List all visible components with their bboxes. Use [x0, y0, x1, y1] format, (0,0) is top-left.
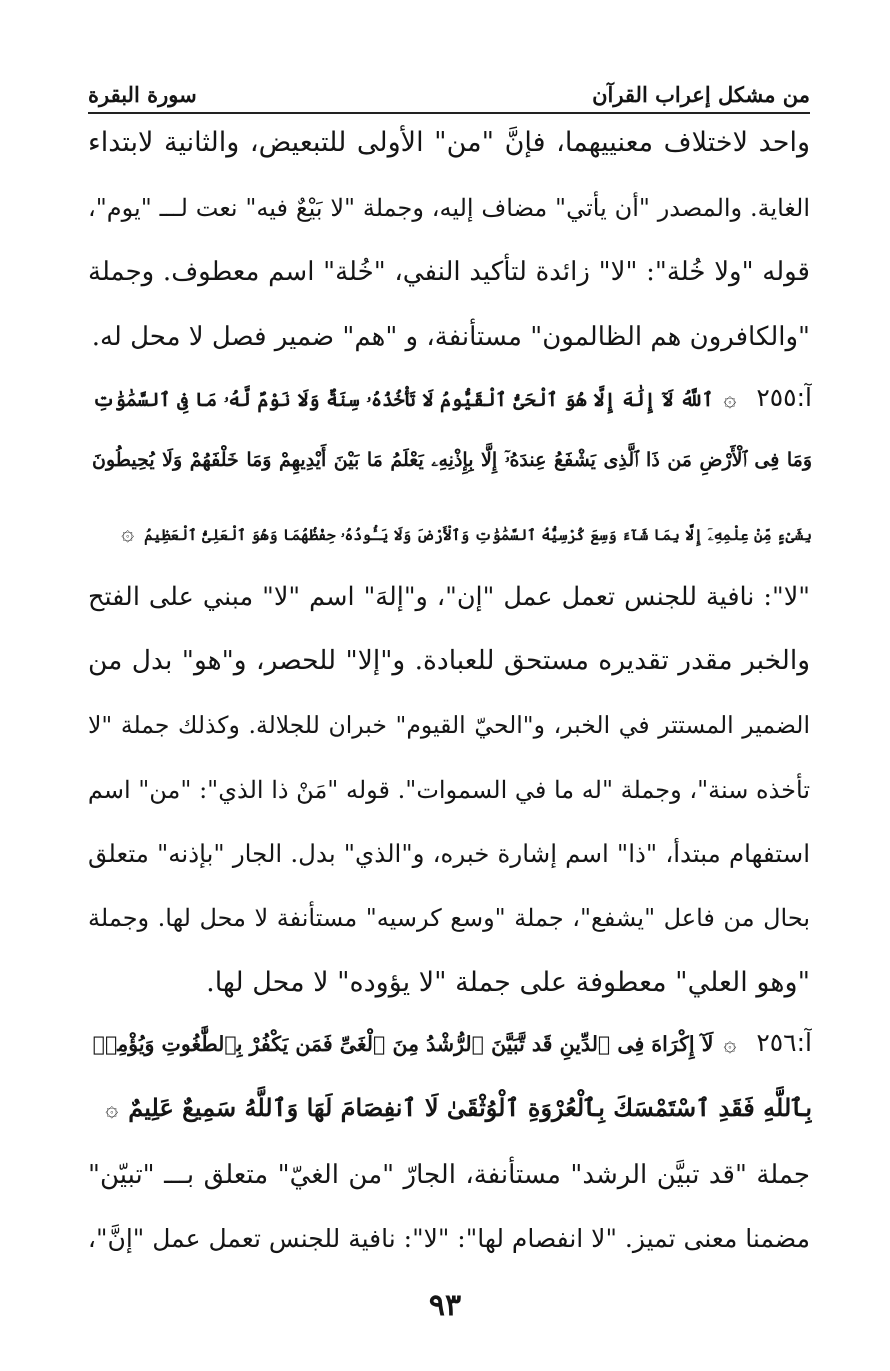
quran-text: وَمَا فِى ٱلْأَرْضِ مَن ذَا ٱلَّذِى يَشْفَعُ عِندَهُۥٓ إِلَّا بِإِذْنِهِۦ يَعْلَمُ مَا بَيْنَ أَيْدِيهِمْ وَمَا خَلْفَهُمْ وَلَا يُحِيطُونَ [92, 449, 812, 471]
verse-line [92, 1015, 812, 1071]
surah-title: سورة البقرة [88, 82, 197, 107]
text-line: "وهو العلي" معطوفة على جملة "لا يؤوده" لا محل لها. [206, 967, 810, 998]
text-line: "لا": نافية للجنس تعمل عمل "إن"، و"إلهَ" اسم "لا" مبني على الفتح [88, 582, 810, 612]
text-line: الضمير المستتر في الخبر، و"الحيّ القيوم" خبران للجلالة. وكذلك جملة "لا [88, 711, 810, 739]
verse-line [92, 432, 812, 488]
quran-text: لَآ إِكْرَاهَ فِى ٱلدِّينِ قَد تَّبَيَّنَ ٱلرُّشْدُ مِنَ ٱلْغَىِّ فَمَن يَكْفُرْ بِٱلطَّٰغُوتِ وَيُؤْمِنۢ [92, 1032, 714, 1056]
text-line: "والكافرون هم الظالمون" مستأنفة، و "هم" ضمير فصل لا محل له. [91, 322, 810, 352]
text-line: بحال من فاعل "يشفع"، جملة "وسع كرسيه" مستأنفة لا محل لها. وجملة [88, 904, 810, 932]
text-line: جملة "قد تبيَّن الرشد" مستأنفة، الجارّ "من الغيّ" متعلق بـــ "تبيّن" [88, 1160, 810, 1190]
quran-text: بِٱللَّهِ فَقَدِ ٱسْتَمْسَكَ بِٱلْعُرْوَةِ ٱلْوُثْقَىٰ لَا ٱنفِصَامَ لَهَا وَٱللَّهُ سَمِيعٌ عَلِيمٌ [128, 1093, 812, 1122]
verse-line [92, 506, 812, 562]
ayah-reference: آ:٢٥٦ [756, 1028, 812, 1057]
text-line: استفهام مبتدأ، "ذا" اسم إشارة خبره، و"الذي" بدل. الجار "بإذنه" متعلق [88, 839, 810, 868]
text-line: تأخذه سنة"، وجملة "له ما في السموات". قوله "مَنْ ذا الذي": "من" اسم [88, 776, 810, 804]
book-title: من مشكل إعراب القرآن [592, 82, 810, 107]
verse-close-ornament-icon: ۞ [121, 521, 135, 546]
verse-open-ornament-icon: ۞ [723, 387, 737, 412]
text-line: مضمنا معنى تميز. "لا انفصام لها": "لا": نافية للجنس تعمل عمل "إنَّ"، [88, 1224, 810, 1253]
text-line: الغاية. والمصدر "أن يأتي" مضاف إليه، وجملة "لا بَيْعٌ فيه" نعت لـــ "يوم"، [88, 194, 810, 222]
verse-line [92, 1080, 812, 1136]
quran-text: ٱللَّهُ لَآ إِلَٰهَ إِلَّا هُوَ ٱلْحَىُّ ٱلْقَيُّومُ لَا تَأْخُذُهُۥ سِنَةٌ وَلَا نَوْمٌ لَّهُۥ مَا فِى ٱلسَّمَٰوَٰتِ [92, 389, 714, 411]
text-line: واحد لاختلاف معنييهما، فإنَّ "من" الأولى للتبعيض، والثانية لابتداء [88, 127, 810, 158]
verse-open-ornament-icon: ۞ [723, 1032, 737, 1057]
running-header [88, 82, 810, 114]
ayah-reference: آ:٢٥٥ [756, 383, 812, 412]
text-line: والخبر مقدر تقديره مستحق للعبادة. و"إلا" للحصر، و"هو" بدل من [88, 645, 810, 676]
verse-line [92, 370, 812, 426]
verse-close-ornament-icon: ۞ [105, 1097, 119, 1122]
page-number: ٩٣ [428, 1288, 462, 1323]
text-line: قوله "ولا خُلة": "لا" زائدة لتأكيد النفي، "خُلة" اسم معطوف. وجملة [88, 257, 810, 287]
quran-text: بِشَىْءٍ مِّنْ عِلْمِهِۦٓ إِلَّا بِمَا شَآءَ وَسِعَ كُرْسِيُّهُ ٱلسَّمَٰوَٰتِ وَٱلْأَرْضَ وَلَا يَـُٔودُهُۥ حِفْظُهُمَا وَهُوَ ٱلْعَلِىُّ ٱلْعَظِيمُ [144, 526, 812, 544]
